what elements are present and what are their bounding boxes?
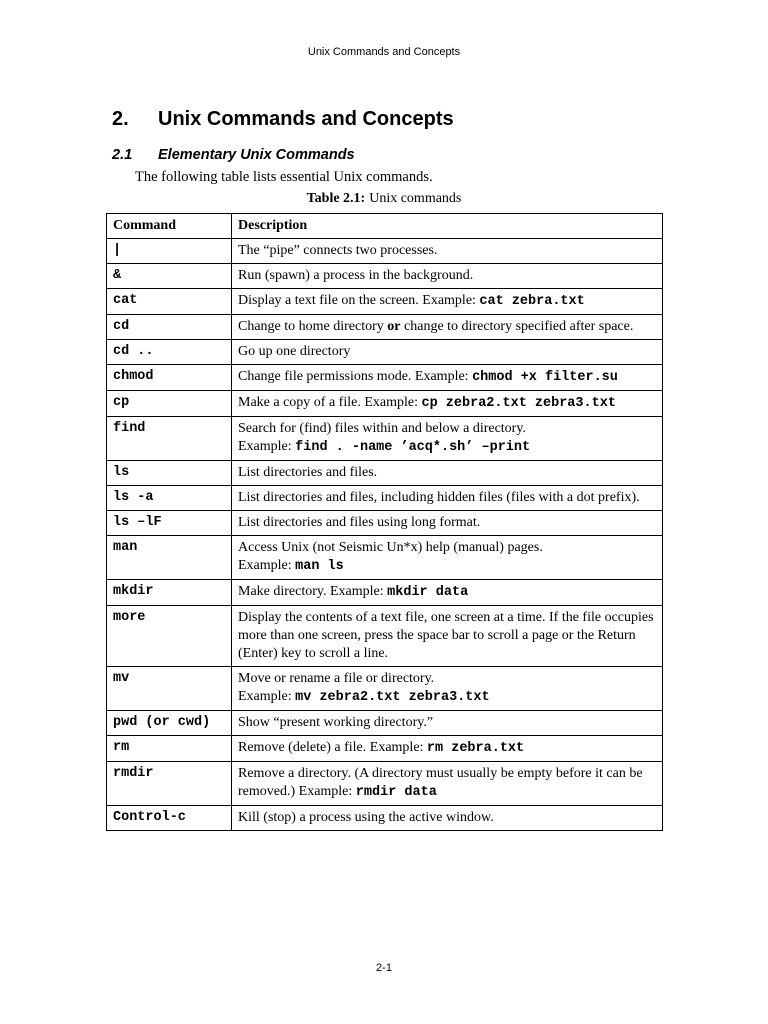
- description-code: rm zebra.txt: [426, 741, 525, 756]
- running-header: Unix Commands and Concepts: [307, 46, 461, 58]
- description-text: Display a text file on the screen. Example:: [238, 293, 480, 308]
- command-cell: Control-c: [107, 806, 232, 831]
- command-cell: cat: [107, 289, 232, 315]
- description-code: mv zebra2.txt zebra3.txt: [295, 690, 490, 705]
- command-cell: cd: [107, 315, 232, 340]
- command-cell: &: [107, 264, 232, 289]
- description-code: chmod +x filter.su: [472, 370, 618, 385]
- description-text: Search for (find) files within and below a directory.: [238, 421, 526, 436]
- table-row: [107, 340, 663, 365]
- table-row: [107, 417, 663, 461]
- description-text: Change to home directory: [238, 319, 388, 334]
- description-text: Remove (delete) a file. Example:: [238, 740, 427, 755]
- description-code: rmdir data: [355, 785, 437, 800]
- description-code: cat zebra.txt: [479, 294, 585, 309]
- table-row: [107, 239, 663, 264]
- command-cell: cp: [107, 391, 232, 417]
- table-row: [107, 606, 663, 667]
- table-row: [107, 315, 663, 340]
- description-text: change to directory specified after space.: [400, 319, 634, 334]
- description-cell: [232, 417, 663, 461]
- description-text: Access Unix (not Seismic Un*x) help (manual) pages.: [238, 540, 543, 555]
- command-cell: ls –lF: [107, 511, 232, 536]
- description-text: Display the contents of a text file, one screen at a time. If the file occupies more than one screen, press the space bar to scroll a page or the Return (Enter) key to scroll a line.: [238, 610, 654, 661]
- command-cell: mv: [107, 667, 232, 711]
- section-title: [112, 147, 355, 163]
- table-caption-text: Unix commands: [369, 191, 462, 206]
- chapter-title-text: Unix Commands and Concepts: [158, 108, 454, 130]
- page-number: 2-1: [376, 962, 392, 974]
- description-cell: [232, 736, 663, 762]
- column-header-description: Description: [232, 214, 663, 239]
- description-text: Move or rename a file or directory.: [238, 671, 435, 686]
- unix-commands-table: [106, 213, 663, 831]
- command-cell: rm: [107, 736, 232, 762]
- description-text: Make directory. Example:: [238, 584, 388, 599]
- table-row: [107, 289, 663, 315]
- table-row: [107, 461, 663, 486]
- description-text: Example:: [238, 689, 296, 704]
- table-row: [107, 511, 663, 536]
- description-emphasis: or: [387, 319, 401, 334]
- command-cell: |: [107, 239, 232, 264]
- description-text: Example:: [238, 439, 296, 454]
- column-header-command: Command: [107, 214, 232, 239]
- description-code: man ls: [295, 559, 344, 574]
- command-cell: rmdir: [107, 762, 232, 806]
- description-cell: [232, 806, 663, 831]
- command-cell: mkdir: [107, 580, 232, 606]
- table-body: [107, 239, 663, 831]
- table-row: [107, 711, 663, 736]
- table-row: [107, 486, 663, 511]
- description-code: cp zebra2.txt zebra3.txt: [421, 396, 616, 411]
- description-text: Remove a directory. (A directory must usually be empty before it can be removed.) Example:: [238, 766, 643, 799]
- command-cell: ls: [107, 461, 232, 486]
- table-row: [107, 762, 663, 806]
- description-cell: [232, 762, 663, 806]
- description-cell: [232, 289, 663, 315]
- description-text: Run (spawn) a process in the background.: [238, 268, 474, 283]
- description-cell: [232, 711, 663, 736]
- description-cell: [232, 580, 663, 606]
- description-code: find . -name ’acq*.sh’ –print: [295, 440, 531, 455]
- description-text: Make a copy of a file. Example:: [238, 395, 422, 410]
- description-cell: [232, 315, 663, 340]
- command-cell: man: [107, 536, 232, 580]
- table-caption-label: Table 2.1:: [306, 191, 366, 206]
- command-cell: pwd (or cwd): [107, 711, 232, 736]
- description-cell: [232, 536, 663, 580]
- table-row: [107, 580, 663, 606]
- table-row: [107, 736, 663, 762]
- intro-paragraph: The following table lists essential Unix commands.: [135, 169, 433, 185]
- description-text: Show “present working directory.”: [238, 715, 434, 730]
- description-cell: [232, 667, 663, 711]
- description-text: Example:: [238, 558, 296, 573]
- table-header-row: [107, 214, 663, 239]
- description-cell: [232, 461, 663, 486]
- table-caption: [0, 191, 768, 207]
- description-text: List directories and files using long format.: [238, 515, 481, 530]
- description-text: List directories and files, including hidden files (files with a dot prefix).: [238, 490, 640, 505]
- table-row: [107, 806, 663, 831]
- description-text: List directories and files.: [238, 465, 378, 480]
- section-number: 2.1: [112, 147, 133, 163]
- description-cell: [232, 340, 663, 365]
- command-cell: cd ..: [107, 340, 232, 365]
- description-cell: [232, 486, 663, 511]
- table-row: [107, 391, 663, 417]
- description-text: Go up one directory: [238, 344, 351, 359]
- description-cell: [232, 606, 663, 667]
- description-cell: [232, 264, 663, 289]
- description-cell: [232, 391, 663, 417]
- chapter-number: 2.: [112, 108, 129, 130]
- description-cell: [232, 365, 663, 391]
- table-row: [107, 667, 663, 711]
- description-text: Kill (stop) a process using the active window.: [238, 810, 494, 825]
- table-row: [107, 536, 663, 580]
- command-cell: find: [107, 417, 232, 461]
- table-row: [107, 264, 663, 289]
- command-cell: more: [107, 606, 232, 667]
- description-cell: [232, 239, 663, 264]
- description-code: mkdir data: [387, 585, 469, 600]
- command-cell: ls -a: [107, 486, 232, 511]
- description-text: Change file permissions mode. Example:: [238, 369, 473, 384]
- table-row: [107, 365, 663, 391]
- command-cell: chmod: [107, 365, 232, 391]
- description-cell: [232, 511, 663, 536]
- section-title-text: Elementary Unix Commands: [158, 147, 355, 163]
- description-text: The “pipe” connects two processes.: [238, 243, 438, 258]
- chapter-title: [112, 108, 454, 131]
